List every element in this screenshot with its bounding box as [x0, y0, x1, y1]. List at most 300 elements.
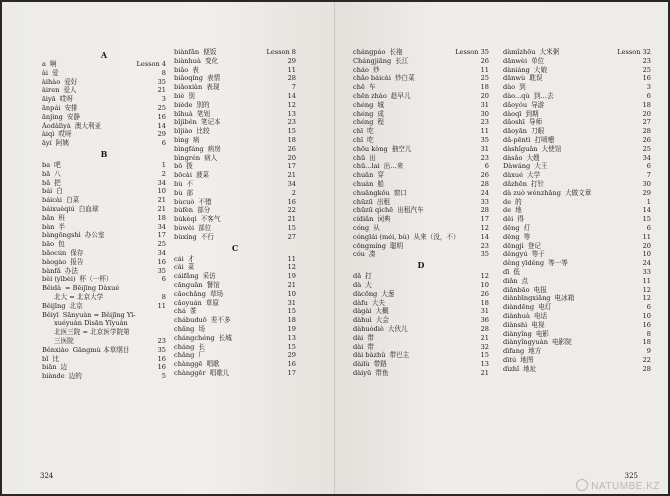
entry-characters: 便饭 — [203, 48, 217, 56]
entry-word — [174, 57, 218, 66]
entry-lesson-number: 33 — [642, 267, 651, 276]
entry-pinyin: bìng — [174, 135, 189, 144]
entry-pinyin: Běnxiào — [42, 345, 69, 354]
entry-characters: 不 — [186, 179, 194, 188]
entry-word — [353, 290, 394, 299]
entry-lesson-number: 33 — [480, 197, 489, 206]
index-entry — [503, 330, 651, 339]
entry-characters: 长袍 — [389, 48, 403, 56]
entry-lesson-number: 23 — [287, 118, 296, 127]
index-entry — [353, 307, 489, 316]
entry-characters: 场 — [198, 324, 205, 333]
entry-word — [353, 101, 384, 110]
entry-word — [174, 272, 216, 281]
index-entry — [503, 303, 651, 312]
entry-pinyin: cháo — [353, 65, 369, 74]
entry-lesson-number: 28 — [480, 206, 489, 215]
entry-word — [174, 307, 196, 316]
entry-pinyin: dāoyān — [503, 127, 528, 136]
entry-lesson-number: 26 — [480, 171, 489, 180]
index-entry — [42, 337, 166, 346]
entry-characters: 聪明 — [389, 241, 404, 250]
entry-pinyin: bù — [174, 188, 183, 197]
entry-lesson-number: 12 — [287, 263, 296, 272]
entry-lesson-number: 8 — [161, 68, 166, 77]
entry-characters: 大夫 — [371, 298, 386, 307]
index-entry — [353, 242, 489, 251]
entry-lesson-number: 24 — [480, 188, 489, 197]
entry-word — [42, 302, 83, 311]
index-entry — [174, 101, 296, 110]
entry-lesson-number: 16 — [287, 197, 296, 206]
entry-word — [353, 171, 384, 180]
index-entry — [353, 325, 489, 334]
entry-pinyin: bùcuò — [174, 197, 195, 206]
entry-word — [50, 328, 130, 337]
entry-lesson-number: 16 — [157, 112, 166, 121]
entry-pinyin: dàhuòdiè — [353, 324, 384, 333]
entry-lesson-number: 20 — [480, 91, 489, 100]
index-entry — [353, 57, 489, 66]
entry-word — [42, 60, 57, 69]
entry-characters: 大嫂 — [526, 153, 540, 162]
entry-characters: 哎呀 — [58, 130, 72, 139]
entry-pinyin: a — [42, 60, 46, 68]
entry-characters: 单位 — [531, 56, 545, 65]
index-entry — [174, 171, 296, 180]
index-entry — [503, 66, 651, 75]
index-entry — [174, 290, 296, 299]
entry-characters: 笔记本 — [200, 118, 221, 127]
entry-word — [42, 363, 67, 372]
entry-characters: 刀眼 — [531, 127, 545, 136]
entry-characters: 边 — [60, 363, 68, 372]
entry-lesson-number: 18 — [480, 298, 489, 307]
index-entry — [503, 83, 651, 92]
entry-word — [353, 162, 403, 171]
entry-lesson-number: 21 — [287, 280, 296, 289]
entry-characters: 茶 — [189, 307, 197, 316]
index-entry — [503, 233, 651, 242]
entry-pinyin: bǐ — [42, 354, 49, 363]
entry-pinyin: dàmǐzhōu — [503, 48, 536, 56]
entry-lesson-number: 8 — [646, 329, 651, 338]
entry-characters: 别的 — [196, 100, 210, 109]
entry-word — [174, 334, 232, 343]
entry-word — [42, 161, 61, 170]
index-entry — [353, 189, 489, 198]
entry-characters: 灯 — [523, 223, 531, 232]
entry-lesson-number: 21 — [287, 171, 296, 180]
entry-word — [174, 369, 229, 378]
entry-lesson-number: 18 — [642, 338, 651, 347]
entry-characters: 大米粥 — [539, 48, 560, 56]
index-entry — [503, 198, 651, 207]
entry-lesson-number: 14 — [287, 91, 296, 100]
entry-lesson-number: 18 — [157, 213, 166, 222]
entry-lesson-number: 15 — [287, 223, 296, 232]
entry-pinyin: cóng — [353, 223, 370, 232]
entry-characters: 打针 — [531, 179, 545, 188]
entry-pinyin: chūzū qìchē — [353, 206, 394, 215]
entry-word — [353, 316, 389, 325]
entry-pinyin: děi — [503, 215, 514, 224]
entry-lesson-number: 29 — [287, 56, 296, 65]
entry-word — [353, 272, 372, 281]
entry-word — [353, 127, 374, 136]
entry-pinyin: dài — [353, 342, 364, 351]
entry-characters: 大娘 — [533, 65, 548, 74]
entry-lesson-number: 29 — [157, 130, 166, 139]
entry-pinyin: dàiyū — [353, 368, 372, 377]
watermark-text: NATUMBE.KZ — [591, 481, 660, 492]
index-entry — [174, 74, 296, 83]
index-entry — [503, 92, 651, 101]
entry-pinyin: bàogào — [42, 257, 67, 266]
entry-lesson-number: 31 — [287, 298, 296, 307]
entry-pinyin: bōcài — [174, 171, 192, 180]
entry-characters: 吃 — [367, 127, 374, 136]
entry-word — [174, 92, 195, 101]
entry-word — [503, 250, 545, 259]
entry-lesson-number: 21 — [157, 204, 166, 213]
index-entry — [174, 360, 296, 369]
entry-pinyin: dānwù — [503, 74, 526, 83]
entry-pinyin: dàsǎo — [503, 153, 523, 162]
entry-lesson-number: 34 — [287, 179, 296, 188]
entry-lesson-number: 21 — [157, 196, 166, 205]
index-entry — [503, 180, 651, 189]
entry-characters: 北大 = 北京大学 — [54, 292, 104, 301]
entry-lesson-number: 26 — [480, 56, 489, 65]
index-entry — [174, 299, 296, 308]
entry-characters: 草原 — [205, 298, 219, 307]
entry-pinyin: děng — [503, 232, 520, 241]
entry-pinyin: dà zuò wénzhāng — [503, 188, 561, 197]
entry-pinyin: dàshǐguǎn — [503, 144, 538, 153]
index-entry — [174, 343, 296, 352]
entry-word — [42, 170, 61, 179]
entry-characters: 白菜 — [66, 196, 80, 205]
entry-pinyin: āiyā — [42, 95, 56, 104]
entry-lesson-number: 25 — [480, 74, 489, 83]
entry-characters: 比 — [52, 354, 59, 363]
entry-characters: 大做文章 — [564, 188, 592, 197]
entry-lesson-number: 15 — [287, 127, 296, 136]
index-entry — [503, 162, 651, 171]
entry-pinyin: Chángjiāng — [353, 56, 392, 65]
index-entry — [42, 214, 166, 223]
entry-word — [353, 189, 407, 198]
entry-characters: 地址 — [523, 364, 537, 373]
entry-word — [353, 136, 374, 145]
entry-characters: 炒 — [372, 65, 380, 74]
entry-lesson-number: 11 — [480, 65, 489, 74]
entry-lesson-number: 20 — [287, 153, 296, 162]
entry-word — [353, 206, 424, 215]
index-entry — [174, 127, 296, 136]
entry-pinyin: bǐjìběn — [174, 118, 197, 127]
entry-characters: xuéyuàn Dìsān Yīyuàn — [54, 319, 128, 328]
entry-characters: 比较 — [196, 127, 210, 136]
entry-lesson-number: 20 — [642, 109, 651, 118]
entry-characters: 电影 — [535, 329, 549, 338]
entry-word — [42, 249, 84, 258]
entry-word — [50, 319, 128, 328]
entry-pinyin: cōngmíng — [353, 241, 386, 250]
entry-characters: 大概 — [375, 307, 389, 316]
index-entry — [42, 311, 166, 320]
index-entry — [503, 127, 651, 136]
entry-lesson-number: 21 — [157, 86, 166, 95]
index-entry — [503, 101, 651, 110]
entry-word — [42, 130, 72, 139]
index-entry — [503, 277, 651, 286]
index-entry — [353, 351, 489, 360]
entry-word — [503, 145, 561, 154]
entry-characters: Sānyuàn = Běijīng Yī- — [62, 310, 136, 319]
entry-pinyin: cài — [174, 263, 184, 272]
index-entry — [42, 328, 166, 337]
entry-characters: 的 — [515, 197, 522, 206]
entry-lesson-number: 21 — [287, 215, 296, 224]
index-entry — [353, 118, 489, 127]
entry-pinyin: bō — [174, 162, 183, 171]
entry-lesson-number: 16 — [157, 363, 166, 372]
entry-word — [503, 312, 547, 321]
entry-word — [174, 351, 205, 360]
entry-characters: 包 — [58, 240, 65, 249]
entry-word — [174, 101, 210, 110]
left-column-1 — [42, 48, 166, 381]
entry-word — [42, 205, 99, 214]
entry-lesson-number: 25 — [642, 144, 651, 153]
index-entry — [503, 259, 651, 268]
entry-lesson-number: 19 — [287, 324, 296, 333]
entry-characters: 打 — [365, 272, 372, 281]
entry-word — [353, 307, 389, 316]
entry-characters: 病人 — [204, 153, 218, 162]
entry-characters: 长江 — [395, 56, 409, 65]
index-entry — [353, 83, 489, 92]
index-entry — [503, 250, 651, 259]
watermark — [576, 479, 660, 492]
entry-pinyin: cháng — [174, 342, 195, 351]
entry-lesson-number: 21 — [480, 368, 489, 377]
index-entry — [503, 365, 651, 374]
entry-lesson-number: 27 — [642, 118, 651, 127]
entry-pinyin: bùxíng — [174, 232, 197, 241]
entry-lesson-number: 11 — [287, 65, 296, 74]
entry-characters: 拨 — [186, 162, 193, 171]
entry-characters: 办公室 — [84, 231, 105, 240]
entry-word — [503, 286, 547, 295]
entry-word — [503, 224, 530, 233]
entry-characters: 电视 — [531, 320, 545, 329]
entry-word — [503, 57, 544, 66]
index-entry — [174, 83, 296, 92]
index-entry — [503, 145, 651, 154]
entry-lesson-number: 16 — [157, 257, 166, 266]
index-entry — [174, 162, 296, 171]
index-entry — [174, 334, 296, 343]
index-entry — [353, 101, 489, 110]
entry-characters: 地图 — [520, 355, 534, 364]
entry-lesson-number: 23 — [157, 336, 166, 345]
index-entry — [353, 290, 489, 299]
index-entry — [353, 206, 489, 215]
entry-word — [174, 206, 210, 215]
entry-pinyin: diànyǐngyuàn — [503, 338, 548, 347]
entry-characters: 点 — [521, 276, 529, 285]
entry-word — [42, 187, 63, 196]
index-entry — [42, 267, 166, 276]
entry-pinyin: báixuèqiú — [42, 204, 75, 213]
entry-pinyin: chǎng — [174, 351, 195, 360]
right-column-2 — [503, 48, 651, 373]
entry-lesson-number: 17 — [287, 368, 296, 377]
index-entry — [174, 189, 296, 198]
index-entry — [42, 78, 166, 87]
entry-characters: 大学 — [527, 171, 541, 180]
entry-word — [174, 360, 220, 369]
entry-lesson-number: 16 — [642, 320, 651, 329]
entry-word — [503, 294, 574, 303]
entry-pinyin: bìngrén — [174, 153, 201, 162]
entry-pinyin: Běidà — [42, 284, 62, 293]
index-entry — [42, 284, 166, 293]
entry-lesson-number: 5 — [161, 372, 166, 381]
index-entry — [42, 231, 166, 240]
entry-word — [42, 214, 65, 223]
entry-word — [353, 74, 415, 83]
entry-characters: 等 — [523, 232, 531, 241]
entry-pinyin: dìfang — [503, 347, 525, 356]
entry-pinyin: chá — [174, 307, 186, 316]
entry-word — [503, 321, 544, 330]
entry-characters: 电话 — [533, 311, 548, 320]
index-entry — [503, 338, 651, 347]
entry-pinyin: dào — [503, 83, 516, 92]
entry-word — [174, 290, 223, 299]
index-entry — [353, 74, 489, 83]
entry-lesson-number: 23 — [480, 118, 489, 127]
index-entry — [353, 110, 489, 119]
entry-word — [503, 277, 528, 286]
entry-characters: 长城 — [218, 333, 232, 342]
index-entry — [42, 205, 166, 214]
entry-characters: 电影院 — [551, 338, 572, 347]
entry-characters: 厂 — [198, 351, 205, 360]
entry-lesson-number: 18 — [287, 135, 296, 144]
entry-characters: 地方 — [528, 347, 542, 356]
entry-word — [353, 360, 387, 369]
entry-word — [353, 118, 384, 127]
entry-pinyin: chángchéng — [174, 333, 215, 342]
entry-characters: 病房 — [207, 144, 221, 153]
entry-lesson-number: 14 — [642, 206, 651, 215]
index-entry — [353, 224, 489, 233]
entry-pinyin: cáifǎng — [174, 272, 199, 281]
entry-lesson-number: 22 — [287, 206, 296, 215]
entry-characters: 报告 — [70, 257, 84, 266]
entry-word — [353, 92, 411, 101]
entry-pinyin: diǎnbāo — [503, 285, 530, 294]
entry-characters: 笔划 — [196, 109, 210, 118]
entry-pinyin: chī — [353, 135, 364, 144]
entry-word — [503, 162, 547, 171]
entry-lesson-number: 10 — [157, 187, 166, 196]
index-entry — [353, 369, 489, 378]
entry-pinyin: chuán — [353, 179, 374, 188]
section-letter: A — [100, 50, 108, 60]
index-entry — [42, 60, 166, 69]
entry-lesson-number: 19 — [287, 272, 296, 281]
entry-pinyin: bèi (yībèi) — [42, 275, 76, 284]
entry-word — [42, 267, 78, 276]
entry-lesson-number: 35 — [157, 345, 166, 354]
entry-lesson-number: 17 — [287, 162, 296, 171]
entry-word — [503, 303, 551, 312]
index-entry — [42, 161, 166, 170]
entry-characters: 大葱 — [381, 289, 395, 298]
entry-lesson-number: 29 — [642, 188, 651, 197]
entry-characters: 爱人 — [63, 86, 77, 95]
entry-characters: 程 — [377, 118, 384, 127]
index-entry — [503, 347, 651, 356]
entry-characters: 等于 — [531, 250, 545, 259]
entry-word — [42, 372, 82, 381]
entry-characters: 大 — [365, 280, 372, 289]
entry-lesson-number: 21 — [480, 333, 489, 342]
index-entry — [503, 171, 651, 180]
index-entry — [353, 233, 489, 242]
index-entry — [503, 215, 651, 224]
entry-characters: 城 — [377, 100, 384, 109]
entry-characters: 白 — [56, 187, 63, 196]
index-entry — [353, 127, 489, 136]
index-entry — [42, 302, 166, 311]
entry-word — [503, 215, 524, 224]
entry-characters: 哎呀 — [59, 95, 73, 104]
entry-word — [503, 83, 526, 92]
entry-pinyin: dǎoshī — [503, 118, 525, 127]
index-entry — [42, 355, 166, 364]
entry-lesson-number: 31 — [480, 307, 489, 316]
entry-lesson-number: 35 — [157, 77, 166, 86]
entry-lesson-number: 27 — [287, 232, 296, 241]
entry-lesson-number: 11 — [642, 232, 651, 241]
entry-word — [174, 171, 209, 180]
index-entry — [353, 92, 489, 101]
index-entry — [174, 351, 296, 360]
entry-pinyin: biànhuà — [174, 56, 201, 65]
entry-pinyin: dēng — [503, 223, 520, 232]
entry-lesson-number: Lesson 32 — [617, 48, 651, 56]
entry-characters: 吧 — [54, 160, 61, 169]
entry-word — [50, 293, 103, 302]
index-entry — [174, 233, 296, 242]
index-entry — [42, 372, 166, 381]
entry-characters: 电报 — [533, 285, 547, 294]
entry-characters: 唱歌 — [206, 360, 220, 369]
entry-characters: 大王 — [534, 162, 548, 171]
entry-pinyin: chuāngkǒu — [353, 188, 390, 197]
entry-pinyin: cóu — [353, 250, 365, 259]
entry-pinyin: chūzū — [353, 197, 373, 206]
entry-characters: 趁早儿 — [390, 91, 411, 100]
right-page — [335, 2, 668, 494]
